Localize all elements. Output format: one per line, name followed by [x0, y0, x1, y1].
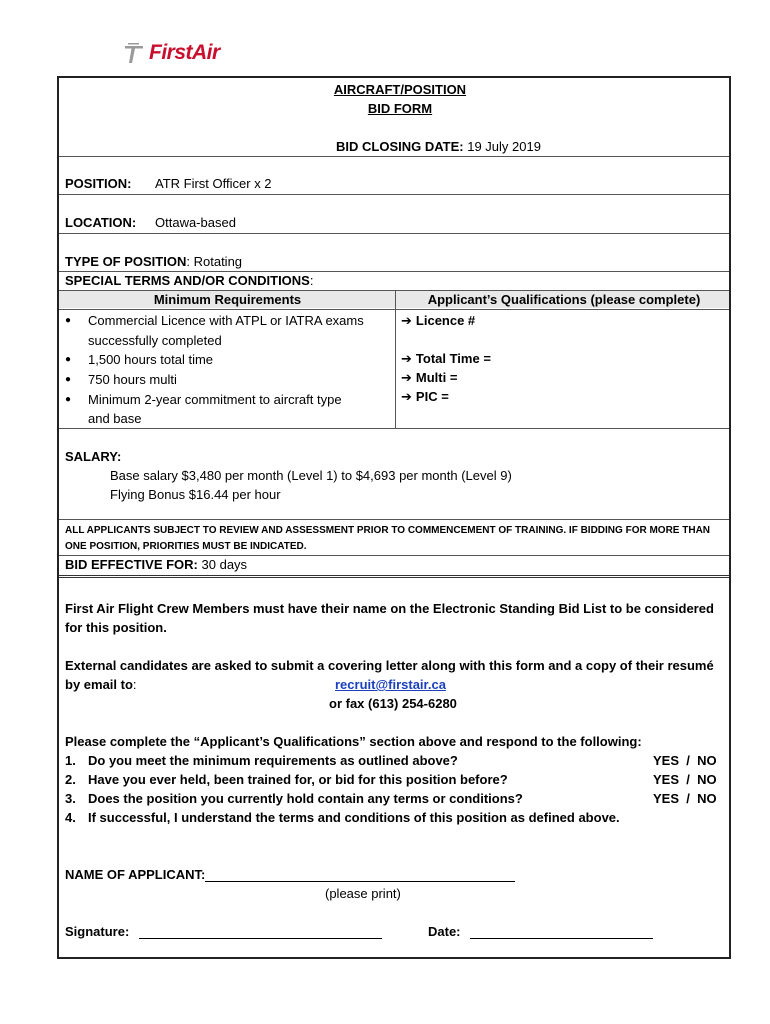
qualification-licence[interactable] [401, 313, 475, 329]
question-1-text: Do you meet the minimum requirements as outlined above? [88, 753, 458, 768]
question-1-num: 1. [65, 753, 76, 768]
signature-label: Signature: [65, 924, 130, 939]
question-1-answer[interactable]: YES / NO [653, 753, 717, 768]
instructions-para1-line2: for this position. [65, 620, 167, 635]
signature-field[interactable] [139, 924, 382, 939]
signature-row [65, 924, 382, 939]
position-value: ATR First Officer x 2 [155, 176, 272, 191]
special-terms-label: SPECIAL TERMS AND/OR CONDITIONS [65, 273, 310, 288]
question-4-text: If successful, I understand the terms and conditions of this position as defined above. [88, 810, 620, 825]
requirement-2: 1,500 hours total time [88, 352, 214, 367]
bullet-icon: ● [65, 374, 72, 385]
requirement-3: 750 hours multi [88, 372, 177, 387]
by-email-colon: : [132, 677, 137, 692]
location-label: LOCATION: [65, 215, 137, 230]
form-title-line1: AIRCRAFT/POSITION [333, 82, 467, 97]
qualification-multi[interactable] [401, 370, 457, 386]
arrow-right-icon: ➔ [401, 351, 412, 366]
qualification-licence-label: Licence # [415, 313, 476, 328]
divider [59, 194, 729, 195]
double-divider [59, 575, 729, 578]
bid-closing-label: BID CLOSING DATE: [336, 139, 464, 154]
first-air-logo [122, 40, 220, 66]
qualification-total-time-label: Total Time = [415, 351, 491, 366]
recruit-email-link[interactable]: recruit@firstair.ca [335, 677, 446, 692]
instructions-para2-line2 [65, 677, 137, 692]
requirement-4-line2: and base [88, 411, 142, 426]
bid-closing-date [336, 139, 541, 154]
by-email-label: by email to [65, 677, 133, 692]
bullet-icon: ● [65, 315, 72, 326]
qualification-multi-label: Multi = [415, 370, 458, 385]
question-2-num: 2. [65, 772, 76, 787]
location-row [65, 215, 136, 230]
notice-line1: ALL APPLICANTS SUBJECT TO REVIEW AND ASSESSMENT PRIOR TO COMMENCEMENT OF TRAINING. IF BIDDING FOR MORE THAN [65, 525, 711, 536]
requirement-1-line2: successfully completed [88, 333, 222, 348]
fax-number: or fax (613) 254-6280 [329, 696, 457, 711]
bullet-icon: ● [65, 394, 72, 405]
please-print-note: (please print) [325, 886, 401, 901]
bid-form [57, 76, 731, 959]
applicant-name-row [65, 867, 515, 882]
instructions-para1-line1: First Air Flight Crew Members must have their name on the Electronic Standing Bid List to be considered [65, 601, 714, 616]
bullet-icon: ● [65, 354, 72, 365]
divider [59, 519, 729, 520]
date-row [428, 924, 653, 939]
special-terms-colon: : [309, 273, 314, 288]
date-field[interactable] [470, 924, 653, 939]
qualification-pic-label: PIC = [415, 389, 449, 404]
arrow-right-icon: ➔ [401, 389, 412, 404]
salary-line1: Base salary $3,480 per month (Level 1) to $4,693 per month (Level 9) [110, 468, 512, 483]
applicant-name-field[interactable] [205, 867, 515, 882]
question-4-num: 4. [65, 810, 76, 825]
bid-effective-value: 30 days [201, 557, 248, 572]
type-of-position-value: Rotating [193, 254, 243, 269]
divider [59, 233, 729, 234]
first-air-plane-logo-icon [122, 42, 146, 64]
applicant-name-label: NAME OF APPLICANT: [65, 867, 206, 882]
question-2-text: Have you ever held, been trained for, or bid for this position before? [88, 772, 508, 787]
date-label: Date: [428, 924, 461, 939]
bid-closing-value: 19 July 2019 [467, 139, 541, 154]
instructions-para3-intro: Please complete the “Applicant’s Qualifications” section above and respond to the following: [65, 734, 642, 749]
instructions-para2-line1: External candidates are asked to submit a covering letter along with this form and a copy of their resumé [65, 658, 714, 673]
logo-text: FirstAir [149, 41, 220, 64]
type-of-position-label: TYPE OF POSITION [65, 254, 187, 269]
position-label: POSITION: [65, 176, 132, 191]
location-value: Ottawa-based [155, 215, 236, 230]
divider [59, 156, 729, 157]
form-title-line2: BID FORM [367, 101, 433, 116]
special-terms-row [65, 273, 313, 288]
bid-effective-label: BID EFFECTIVE FOR: [65, 557, 198, 572]
type-of-position-row [65, 254, 242, 269]
notice-line2: ONE POSITION, PRIORITIES MUST BE INDICATED. [65, 541, 307, 552]
arrow-right-icon: ➔ [401, 370, 412, 385]
question-3-num: 3. [65, 791, 76, 806]
qualification-pic[interactable] [401, 389, 449, 405]
question-3-answer[interactable]: YES / NO [653, 791, 717, 806]
divider [59, 428, 729, 429]
type-of-position-colon: : [186, 254, 190, 269]
qualification-total-time[interactable] [401, 351, 491, 367]
min-requirements-header: Minimum Requirements [153, 292, 302, 307]
requirement-4-line1: Minimum 2-year commitment to aircraft type [88, 392, 342, 407]
divider [59, 309, 729, 310]
bid-effective-row [65, 557, 247, 572]
applicant-qualifications-header: Applicant’s Qualifications (please complete) [427, 292, 701, 307]
divider [59, 555, 729, 556]
divider [59, 271, 729, 272]
requirement-1-line1: Commercial Licence with ATPL or IATRA exams [88, 313, 364, 328]
arrow-right-icon: ➔ [401, 313, 412, 328]
column-divider [395, 291, 396, 428]
question-2-answer[interactable]: YES / NO [653, 772, 717, 787]
salary-line2: Flying Bonus $16.44 per hour [110, 487, 281, 502]
question-3-text: Does the position you currently hold contain any terms or conditions? [88, 791, 523, 806]
salary-label: SALARY: [65, 449, 122, 464]
